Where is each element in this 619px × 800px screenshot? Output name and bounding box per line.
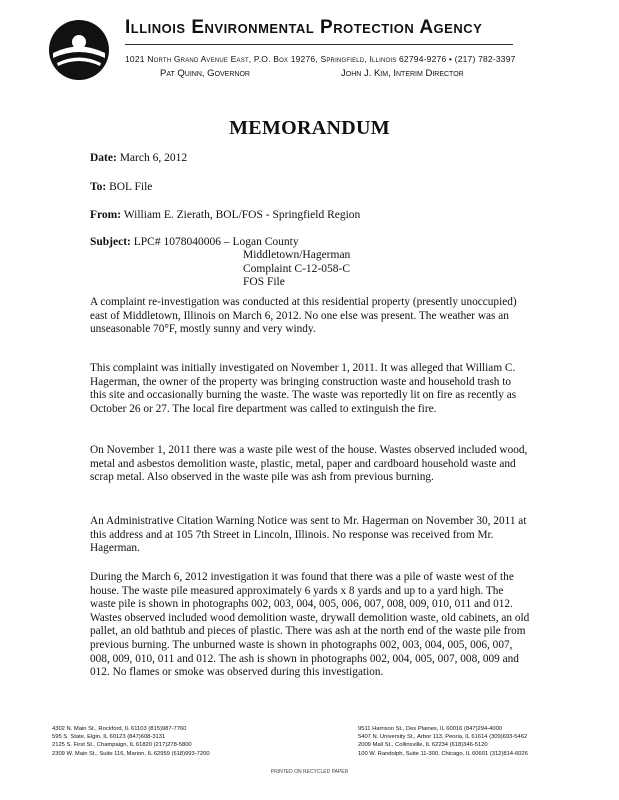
memo-from xyxy=(90,209,360,221)
footer-office: 100 W. Randolph, Suite 11-300, Chicago, IL 60601 (312)814-6026 xyxy=(358,750,528,757)
recycled-paper-note: PRINTED ON RECYCLED PAPER xyxy=(270,769,349,775)
paragraph-5 xyxy=(90,571,530,680)
paragraph-text: During the March 6, 2012 investigation it was found that there was a pile of waste west of the house. The waste pile measured approximately 6 yards x 8 yards and up to a yard high. The waste pile is shown in photographs 002, 003, 004, 005, 006, 007, 008, 009, 010, 011 and 012. Wastes observed included wood demolition waste, drywall demolition waste, old cabinets, an old pallet, an old bathtub and pieces of plastic. There was ash at the north end of the waste pile from previous burning. The unburned waste is shown in photographs 002, 003, 004, 005, 006, 007, 008, 009, 010, 011 and 012. The ash is shown in photographs 002, 004, 005, 007, 008, 009 and 012. No flames or smoke was observed during this investigation. xyxy=(90,571,530,679)
to-label: To: xyxy=(90,181,107,193)
paragraph-text: This complaint was initially investigated on November 1, 2011. It was alleged that William C. Hagerman, the owner of the property was bringing construction waste and household trash to this site and occasionally burning the waste. The waste was reportedly lit on fire as recently as October 26 or 27. The local fire department was called to extinguish the fire. xyxy=(90,362,517,415)
paragraph-1 xyxy=(90,296,530,337)
footer-offices-right xyxy=(358,725,528,758)
date-value: March 6, 2012 xyxy=(119,152,188,164)
footer-office: 595 S. State, Elgin, IL 60123 (847)608-3131 xyxy=(52,734,166,741)
memo-title: MEMORANDUM xyxy=(229,117,390,139)
footer-office: 4302 N. Main St., Rockford, IL 61103 (815)987-7760 xyxy=(52,726,187,732)
paragraph-2 xyxy=(90,362,530,416)
footer-office: 5407 N. University St., Arbor 113, Peoria, IL 61614 (309)693-5462 xyxy=(358,734,528,741)
memo-subject xyxy=(90,236,299,248)
agency-address: 1021 North Grand Avenue East, P.O. Box 19276, Springfield, Illinois 62794-9276 • (217) 782-3397 xyxy=(125,54,516,64)
subject-line: FOS File xyxy=(243,276,285,288)
footer-office: 2009 Mall St., Collinsville, IL 62234 (618)346-5120 xyxy=(358,742,488,749)
subject-line: Complaint C-12-058-C xyxy=(243,262,351,275)
governor: Pat Quinn, Governor xyxy=(160,68,250,79)
subject-label: Subject: xyxy=(90,236,131,248)
paragraph-text: On November 1, 2011 there was a waste pile west of the house. Wastes observed included wood, metal and asbestos demolition waste, plastic, metal, paper and cardboard household waste and scrap metal. Also observed in the waste pile was ash from previous burning. xyxy=(90,444,528,484)
agency-logo-icon xyxy=(47,18,111,82)
footer-office: 2125 S. First St., Champaign, IL 61820 (217)278-5800 xyxy=(52,742,192,749)
memo-date xyxy=(90,152,187,164)
from-label: From: xyxy=(90,209,122,221)
footer-offices-left xyxy=(52,725,210,758)
agency-name: Illinois Environmental Protection Agency xyxy=(125,17,483,38)
director: John J. Kim, Interim Director xyxy=(341,68,464,79)
subject-line: Middletown/Hagerman xyxy=(243,249,351,261)
footer-office: 2309 W. Main St., Suite 116, Marion, IL 62959 (618)993-7200 xyxy=(52,750,210,757)
paragraph-text: An Administrative Citation Warning Notice was sent to Mr. Hagerman on November 30, 2011 at this address and at 105 7th Street in Lincoln, Illinois. No response was received from Mr. Hagerman. xyxy=(90,515,527,555)
to-value: BOL File xyxy=(109,181,153,193)
letterhead-rule xyxy=(125,44,513,45)
paragraph-text: A complaint re-investigation was conducted at this residential property (presently unoccupied) east of Middletown, Illinois on March 6, 2012. No one else was present. The weather was an unseasonable 70°F, mostly sunny and very windy. xyxy=(90,296,517,336)
subject-extra-lines xyxy=(243,249,350,290)
paragraph-4 xyxy=(90,515,530,556)
footer-office: 9511 Harrison St., Des Plaines, IL 60016 (847)294-4000 xyxy=(358,726,503,732)
date-label: Date: xyxy=(90,152,117,164)
paragraph-3 xyxy=(90,444,530,485)
subject-value: LPC# 1078040006 – Logan County xyxy=(133,236,299,248)
memo-to xyxy=(90,181,152,193)
from-value: William E. Zierath, BOL/FOS - Springfield Region xyxy=(123,209,361,221)
